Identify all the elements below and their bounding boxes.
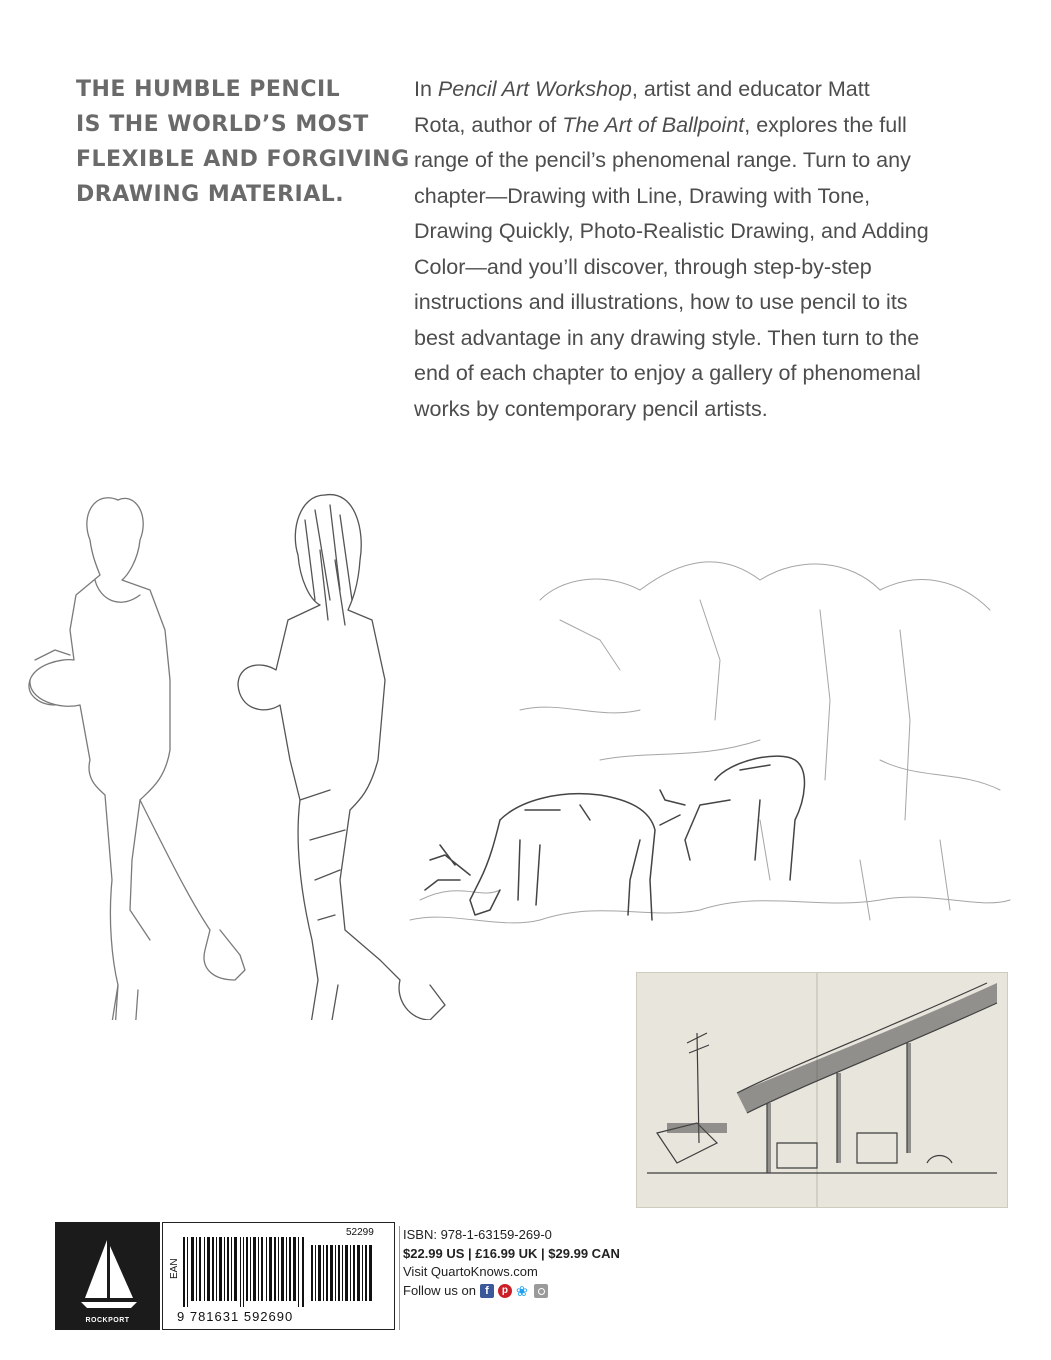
facebook-icon[interactable]: f xyxy=(480,1284,494,1298)
blurb-text: In xyxy=(414,77,438,101)
social-row xyxy=(403,1282,620,1301)
book-title: Pencil Art Workshop xyxy=(437,77,632,101)
related-book-title: The Art of Ballpoint xyxy=(562,112,745,137)
instagram-icon[interactable] xyxy=(534,1284,548,1298)
sketchbook-city-photo xyxy=(636,972,1008,1208)
blurb-line: Color—and you’ll discover, through step-by-step xyxy=(414,254,872,279)
pencil-sketch-illustration xyxy=(0,460,1051,1020)
divider-line xyxy=(399,1226,400,1330)
publisher-logo xyxy=(55,1222,160,1330)
figure-outline-sketch xyxy=(29,498,245,1020)
description xyxy=(414,72,994,427)
follow-label: Follow us on xyxy=(403,1282,476,1298)
headline-line-4: DRAWING MATERIAL. xyxy=(76,182,345,207)
deer-sketch xyxy=(425,756,804,920)
barcode-digits: 9 781631 592690 xyxy=(177,1309,294,1324)
blurb-line: best advantage in any drawing style. Then turn to the xyxy=(414,325,920,350)
blurb-line: instructions and illustrations, how to use pencil to its xyxy=(414,290,908,314)
sailboat-icon xyxy=(55,1222,160,1317)
isbn: ISBN: 978-1-63159-269-0 xyxy=(403,1227,552,1242)
headline-line-3: FLEXIBLE AND FORGIVING xyxy=(76,147,410,172)
headline-line-2: IS THE WORLD’S MOST xyxy=(76,112,369,137)
blurb-text: , artist and educator Matt xyxy=(631,77,870,101)
blurb-line: range of the pencil’s phenomenal range. Turn to any xyxy=(414,148,911,172)
book-info xyxy=(403,1226,620,1300)
figure-shaded-sketch xyxy=(238,495,445,1020)
price-addon-barcode xyxy=(311,1245,375,1301)
pinterest-icon[interactable]: p xyxy=(498,1284,512,1298)
blurb-line: works by contemporary pencil artists. xyxy=(414,396,768,421)
blurb-text: , explores the full xyxy=(744,112,907,137)
addon-number: 52299 xyxy=(346,1227,374,1238)
blurb-text: Rota, author of xyxy=(414,112,563,137)
main-barcode xyxy=(183,1237,305,1307)
blurb-line: Drawing Quickly, Photo-Realistic Drawing, and Adding xyxy=(414,219,929,243)
twitter-icon[interactable]: ❀ xyxy=(515,1282,528,1299)
blurb-line: chapter—Drawing with Line, Drawing with Tone, xyxy=(414,183,871,208)
ean-label: EAN xyxy=(169,1258,180,1279)
headline-line-1: THE HUMBLE PENCIL xyxy=(76,77,341,102)
price: $22.99 US | £16.99 UK | $29.99 CAN xyxy=(403,1245,620,1261)
forest-sketch xyxy=(410,562,1010,923)
website-link[interactable]: Visit QuartoKnows.com xyxy=(403,1264,538,1279)
publisher-name: ROCKPORT xyxy=(85,1317,130,1324)
blurb-line: end of each chapter to enjoy a gallery of phenomenal xyxy=(414,361,921,385)
city-street-sketch xyxy=(637,973,1007,1207)
headline xyxy=(76,72,410,212)
barcode-box xyxy=(162,1222,395,1330)
